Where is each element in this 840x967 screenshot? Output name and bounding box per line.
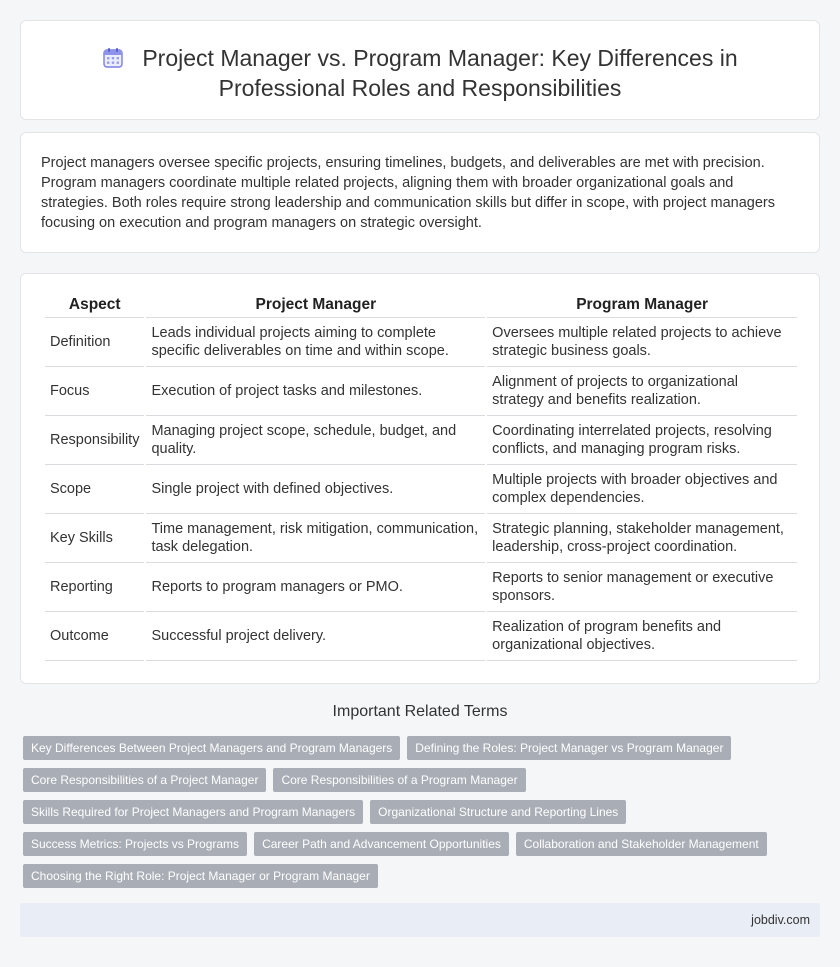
header-program-manager: Program Manager bbox=[487, 296, 797, 318]
aspect-cell: Outcome bbox=[45, 612, 144, 661]
table-row bbox=[45, 318, 797, 367]
project-manager-cell: Time management, risk mitigation, communication, task delegation. bbox=[146, 514, 485, 563]
related-term-tag[interactable]: Defining the Roles: Project Manager vs Program Manager bbox=[407, 736, 731, 760]
aspect-cell: Reporting bbox=[45, 563, 144, 612]
header-card bbox=[20, 20, 820, 120]
program-manager-cell: Oversees multiple related projects to achieve strategic business goals. bbox=[487, 318, 797, 367]
footer-site-link[interactable]: jobdiv.com bbox=[751, 913, 810, 927]
footer bbox=[20, 903, 820, 937]
table-row bbox=[45, 514, 797, 563]
related-term-tag[interactable]: Key Differences Between Project Managers and Program Managers bbox=[23, 736, 400, 760]
related-terms-title: Important Related Terms bbox=[332, 703, 508, 720]
program-manager-cell: Realization of program benefits and organizational objectives. bbox=[487, 612, 797, 661]
project-manager-cell: Execution of project tasks and milestones. bbox=[146, 367, 485, 416]
project-manager-cell: Leads individual projects aiming to complete specific deliverables on time and within scope. bbox=[146, 318, 485, 367]
header-project-manager: Project Manager bbox=[146, 296, 485, 318]
intro-card bbox=[20, 132, 820, 253]
table-row bbox=[45, 563, 797, 612]
intro-paragraph: Project managers oversee specific projects, ensuring timelines, budgets, and deliverables are met with precision. Program managers coordinate multiple related projects, aligning them with broader organizational goals and strategies. Both roles require strong leadership and communication skills but differ in scope, with project managers focusing on execution and program managers on strategic oversight. bbox=[41, 155, 775, 231]
program-manager-cell: Multiple projects with broader objectives and complex dependencies. bbox=[487, 465, 797, 514]
project-manager-cell: Reports to program managers or PMO. bbox=[146, 563, 485, 612]
comparison-table bbox=[43, 296, 799, 661]
aspect-cell: Definition bbox=[45, 318, 144, 367]
page-title: Project Manager vs. Program Manager: Key Differences in Professional Roles and Responsibilities bbox=[142, 45, 738, 101]
calendar-icon bbox=[102, 47, 124, 69]
table-row bbox=[45, 367, 797, 416]
related-term-tag[interactable]: Skills Required for Project Managers and Program Managers bbox=[23, 800, 363, 824]
project-manager-cell: Single project with defined objectives. bbox=[146, 465, 485, 514]
program-manager-cell: Coordinating interrelated projects, resolving conflicts, and managing program risks. bbox=[487, 416, 797, 465]
program-manager-cell: Alignment of projects to organizational strategy and benefits realization. bbox=[487, 367, 797, 416]
related-terms-tags bbox=[23, 736, 823, 888]
table-row bbox=[45, 465, 797, 514]
table-row bbox=[45, 416, 797, 465]
project-manager-cell: Managing project scope, schedule, budget, and quality. bbox=[146, 416, 485, 465]
comparison-table-card bbox=[20, 273, 820, 684]
related-term-tag[interactable]: Core Responsibilities of a Project Manager bbox=[23, 768, 266, 792]
related-term-tag[interactable]: Collaboration and Stakeholder Management bbox=[516, 832, 767, 856]
table-header-row bbox=[45, 296, 797, 318]
program-manager-cell: Strategic planning, stakeholder management, leadership, cross-project coordination. bbox=[487, 514, 797, 563]
related-term-tag[interactable]: Core Responsibilities of a Program Manager bbox=[273, 768, 525, 792]
aspect-cell: Scope bbox=[45, 465, 144, 514]
aspect-cell: Focus bbox=[45, 367, 144, 416]
project-manager-cell: Successful project delivery. bbox=[146, 612, 485, 661]
related-term-tag[interactable]: Choosing the Right Role: Project Manager or Program Manager bbox=[23, 864, 378, 888]
related-term-tag[interactable]: Organizational Structure and Reporting Lines bbox=[370, 800, 626, 824]
header-aspect: Aspect bbox=[45, 296, 144, 318]
related-term-tag[interactable]: Career Path and Advancement Opportunities bbox=[254, 832, 509, 856]
aspect-cell: Key Skills bbox=[45, 514, 144, 563]
page-title-wrap bbox=[21, 43, 819, 103]
aspect-cell: Responsibility bbox=[45, 416, 144, 465]
program-manager-cell: Reports to senior management or executive sponsors. bbox=[487, 563, 797, 612]
related-term-tag[interactable]: Success Metrics: Projects vs Programs bbox=[23, 832, 247, 856]
table-row bbox=[45, 612, 797, 661]
